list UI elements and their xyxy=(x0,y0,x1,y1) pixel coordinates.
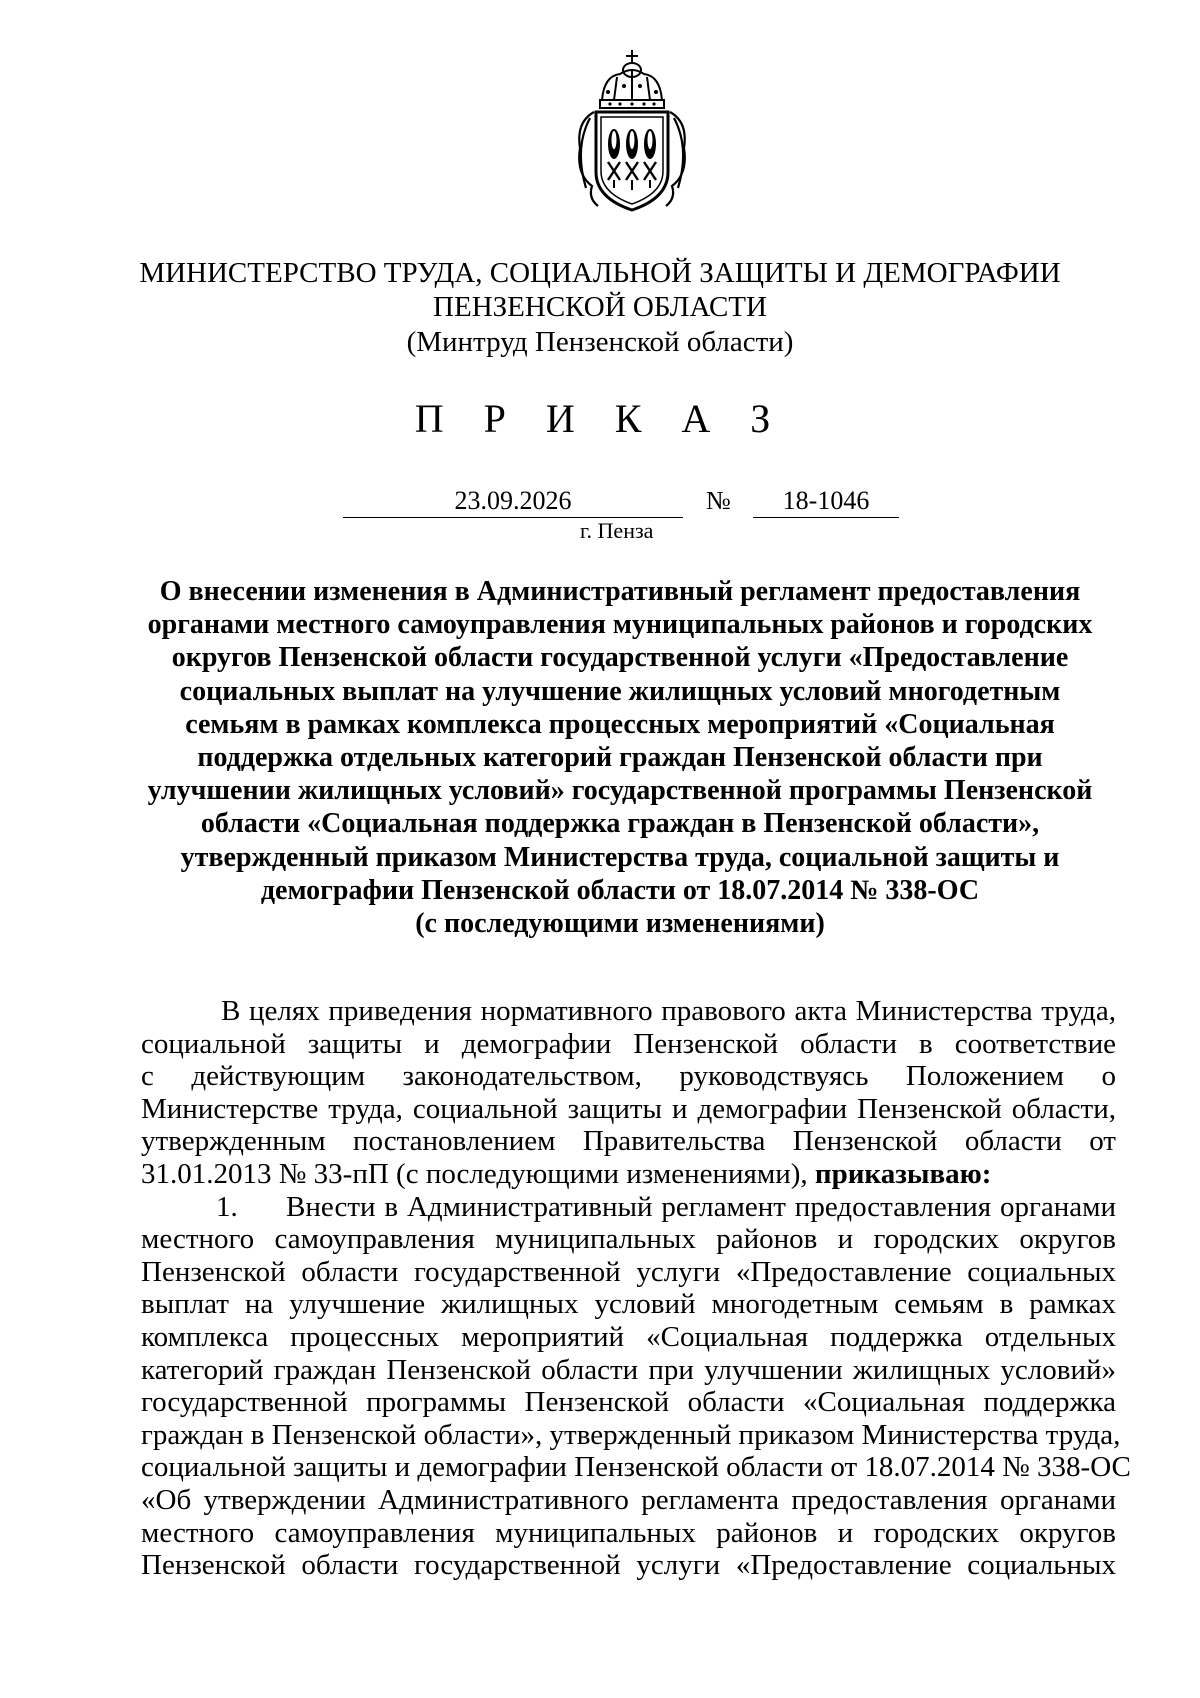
point-1-line: категорий граждан Пензенской области при улучшении жилищных условий» xyxy=(141,1353,1116,1386)
document-type-title: П Р И К А З xyxy=(414,396,786,441)
point-1-line: местного самоуправления муниципальных районов и городских округов xyxy=(141,1223,1116,1256)
subject-line: утвержденный приказом Министерства труда, социальной защиты и xyxy=(180,841,1060,873)
preamble-line: Министерстве труда, социальной защиты и демографии Пензенской области, xyxy=(141,1092,1116,1125)
subject-line: улучшении жилищных условий» государственной программы Пензенской xyxy=(147,775,1093,807)
subject-line: поддержка отдельных категорий граждан Пензенской области при xyxy=(197,742,1043,774)
subject-line: демографии Пензенской области от 18.07.2014 № 338-ОС xyxy=(260,874,980,906)
ministry-name-line2: ПЕНЗЕНСКОЙ ОБЛАСТИ xyxy=(433,291,767,323)
issue-city: г. Пенза xyxy=(580,518,654,543)
ministry-name-line1: МИНИСТЕРСТВО ТРУДА, СОЦИАЛЬНОЙ ЗАЩИТЫ И ДЕМОГРАФИИ xyxy=(139,257,1061,289)
order-subject xyxy=(130,575,1110,940)
order-date: 23.09.2026 xyxy=(343,485,683,518)
preamble-line: В целях приведения нормативного правового акта Министерства труда, xyxy=(221,995,1116,1027)
ministry-short-name: (Минтруд Пензенской области) xyxy=(406,326,794,358)
order-body xyxy=(141,995,1131,1582)
subject-line: социальных выплат на улучшение жилищных условий многодетным xyxy=(179,675,1061,707)
preamble-line: социальной защиты и демографии Пензенской области в соответствие xyxy=(141,1027,1116,1060)
point-1-line: комплекса процессных мероприятий «Социальная поддержка отдельных xyxy=(141,1320,1116,1353)
order-number: 18-1046 xyxy=(753,485,899,518)
number-sign: № xyxy=(706,486,731,515)
point-1-line: государственной программы Пензенской области «Социальная поддержка xyxy=(141,1386,1116,1419)
subject-line: (с последующими изменениями) xyxy=(415,908,825,940)
point-1-line: «Об утверждении Административного регламента предоставления органами xyxy=(141,1483,1116,1516)
subject-line: области «Социальная поддержка граждан в Пензенской области», xyxy=(200,808,1040,840)
order-word: приказываю: xyxy=(814,1157,992,1190)
preamble-line: утвержденным постановлением Правительства Пензенской области от xyxy=(141,1125,1116,1158)
preamble-line: с действующим законодательством, руководствуясь Положением о xyxy=(141,1060,1116,1093)
point-1-line: местного самоуправления муниципальных районов и городских округов xyxy=(141,1516,1116,1549)
point-1-line: граждан в Пензенской области», утвержденный приказом Министерства труда, xyxy=(141,1418,1121,1451)
point-1-line: Пензенской области государственной услуги «Предоставление социальных xyxy=(141,1255,1116,1288)
preamble-last-line xyxy=(141,1158,1116,1191)
point-1-line: социальной защиты и демографии Пензенской области от 18.07.2014 № 338-ОС xyxy=(141,1451,1131,1484)
point-1-first-line xyxy=(141,1191,1116,1224)
preamble-last-text: 31.01.2013 № 33-пП (с последующими изменениями), xyxy=(141,1157,808,1190)
subject-line: округов Пензенской области государственной услуги «Предоставление xyxy=(171,642,1069,674)
point-1-text: Внести в Административный регламент предоставления органами xyxy=(286,1190,1116,1223)
coat-of-arms-emblem xyxy=(570,48,694,218)
point-number: 1. xyxy=(216,1190,238,1223)
point-1-line: Пензенской области государственной услуги «Предоставление социальных xyxy=(141,1549,1116,1582)
subject-line: семьям в рамках комплекса процессных мероприятий «Социальная xyxy=(185,708,1055,740)
point-1-line: выплат на улучшение жилищных условий многодетным семьям в рамках xyxy=(141,1288,1116,1321)
subject-line: органами местного самоуправления муниципальных районов и городских xyxy=(147,609,1093,641)
subject-line: О внесении изменения в Административный регламент предоставления xyxy=(159,576,1081,607)
